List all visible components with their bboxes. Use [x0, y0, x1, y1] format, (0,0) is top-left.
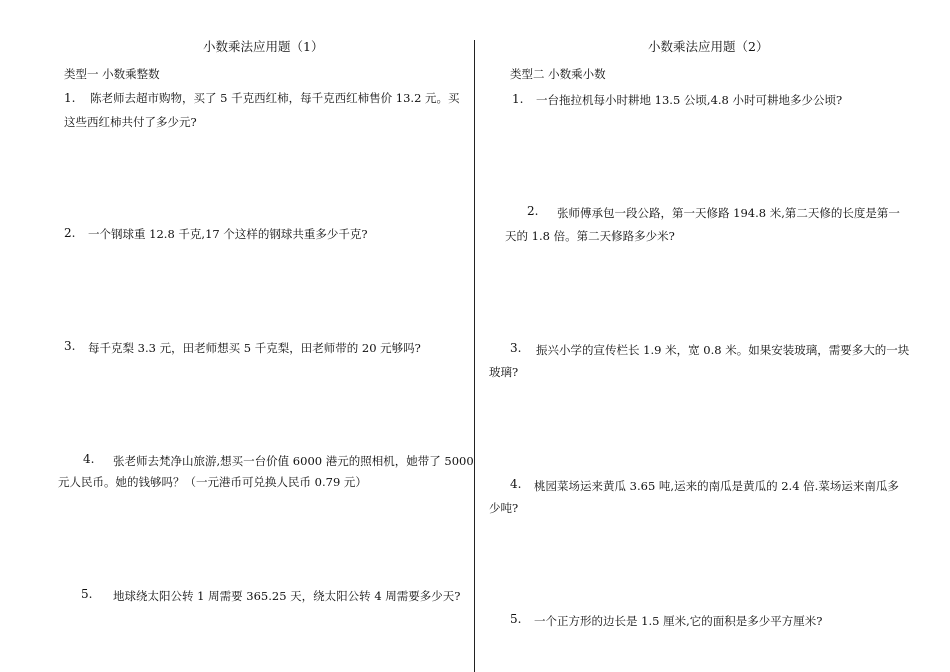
column-divider [474, 40, 475, 672]
question-number: 5. [510, 612, 522, 626]
question-text-line-1: 每千克梨 3.3 元，田老师想买 5 千克梨，田老师带的 20 元够吗? [88, 341, 421, 355]
question-text-line-1: 一个正方形的边长是 1.5 厘米,它的面积是多少平方厘米? [534, 614, 823, 628]
question-number: 5. [81, 587, 93, 601]
right-type-label: 类型二 小数乘小数 [510, 67, 606, 81]
right-title: 小数乘法应用题（2） [648, 39, 769, 54]
question-text-line-1: 振兴小学的宣传栏长 1.9 米，宽 0.8 米。如果安装玻璃，需要多大的一块 [536, 343, 910, 357]
question-number: 1. [64, 91, 76, 105]
question-text-line-2: 这些西红柿共付了多少元? [64, 115, 197, 129]
question-number: 2. [527, 204, 539, 218]
question-number: 3. [510, 341, 522, 355]
question-text-line-2: 玻璃? [489, 365, 519, 379]
question-number: 4. [510, 477, 522, 491]
question-text-line-1: 桃园菜场运来黄瓜 3.65 吨,运来的南瓜是黄瓜的 2.4 倍.菜场运来南瓜多 [534, 479, 899, 493]
question-text-line-1: 一个钢球重 12.8 千克,17 个这样的钢球共重多少千克? [88, 227, 368, 241]
question-number: 2. [64, 226, 76, 240]
question-text-line-1: 张老师去梵净山旅游,想买一台价值 6000 港元的照相机，她带了 5000 [113, 454, 474, 468]
question-number: 4. [83, 452, 95, 466]
question-text-line-2: 天的 1.8 倍。第二天修路多少米? [505, 229, 675, 243]
question-text-line-2: 少吨? [489, 501, 519, 515]
question-text-line-1: 张师傅承包一段公路，第一天修路 194.8 米,第二天修的长度是第一 [557, 206, 900, 220]
question-text-line-2: 元人民币。她的钱够吗？（一元港币可兑换人民币 0.79 元） [58, 475, 367, 489]
question-text-line-1: 地球绕太阳公转 1 周需要 365.25 天，绕太阳公转 4 周需要多少天? [113, 589, 461, 603]
left-title: 小数乘法应用题（1） [203, 39, 324, 54]
left-type-label: 类型一 小数乘整数 [64, 67, 160, 81]
question-text-line-1: 一台拖拉机每小时耕地 13.5 公顷,4.8 小时可耕地多少公顷? [536, 93, 843, 107]
question-number: 1. [512, 92, 524, 106]
question-text-line-1: 陈老师去超市购物，买了 5 千克西红柿，每千克西红柿售价 13.2 元。买 [90, 91, 460, 105]
question-number: 3. [64, 339, 76, 353]
